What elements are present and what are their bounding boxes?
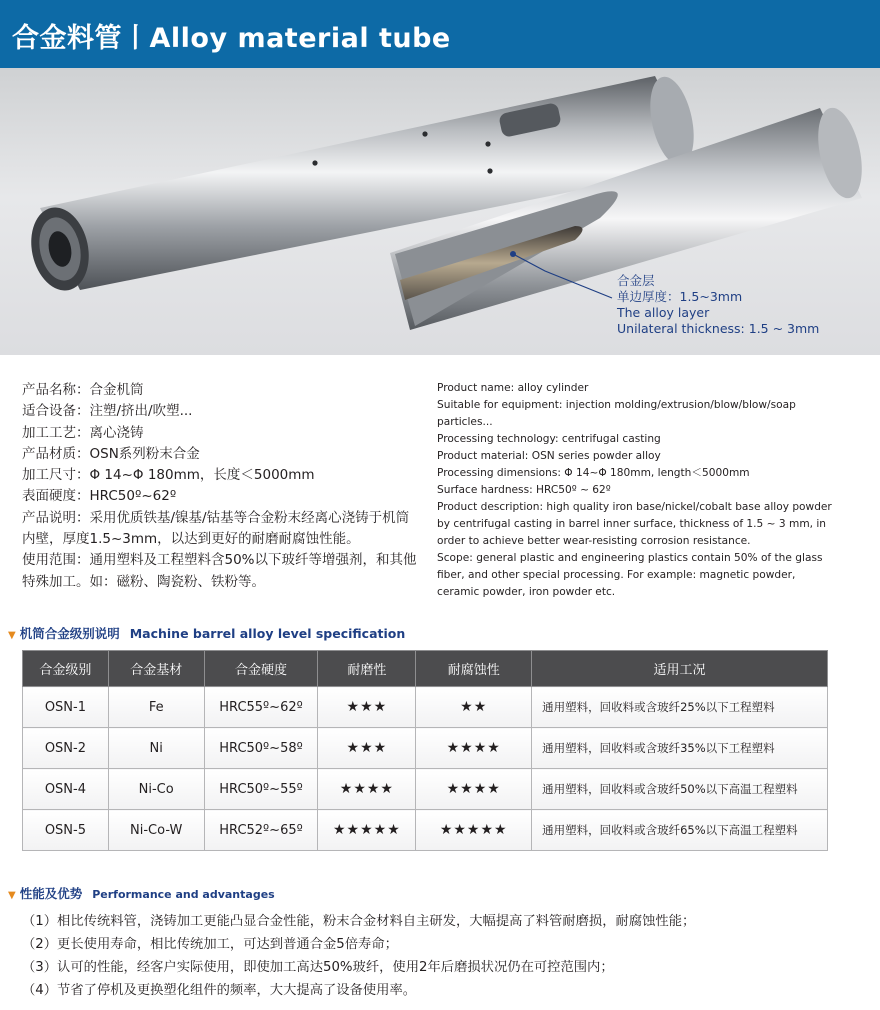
header-alloy-base: 合金基材 [108,651,204,687]
cell-corrosion-rating: ★★★★ [416,728,532,769]
cell-base: Ni-Co [108,769,204,810]
cell-wear-rating: ★★★ [318,728,416,769]
alloy-layer-en: The alloy layer [617,305,710,320]
cell-corrosion-rating: ★★ [416,687,532,728]
header-corrosion-resistance: 耐腐蚀性 [416,651,532,687]
triangle-bullet-icon: ▼ [8,890,16,901]
cell-base: Ni [108,728,204,769]
product-specs-chinese [22,380,422,593]
list-item: （2）更长使用寿命，相比传统加工，可达到普通合金5倍寿命； [22,937,398,952]
spec-line: 表面硬度：HRC50º~62º [22,488,177,505]
cell-application: 通用塑料，回收料或含玻纤25%以下工程塑料 [532,687,828,728]
cell-hardness: HRC55º~62º [204,687,318,728]
alloy-layer-note [617,273,819,337]
spec-line: 加工尺寸：Φ 14~Φ 180mm，长度＜5000mm [22,467,315,484]
thickness-cn: 单边厚度：1.5~3mm [617,289,743,304]
cell-corrosion-rating: ★★★★ [416,769,532,810]
list-item: （1）相比传统料管，浇铸加工更能凸显合金性能，粉末合金材料自主研发，大幅提高了料管耐磨损，耐腐蚀性能； [22,914,696,929]
product-specs-english [437,380,837,601]
cell-hardness: HRC52º~65º [204,810,318,851]
spec-scope: Scope: general plastic and engineering plastics contain 50% of the glass fiber, and other special processing. For example: magnetic powder, ceramic powder, iron powder etc. [437,552,823,598]
spec-description: 产品说明：采用优质铁基/镍基/钴基等合金粉末经离心浇铸于机筒内壁，厚度1.5~3mm，以达到更好的耐磨耐腐蚀性能。 [22,509,410,548]
spec-line: Processing dimensions: Φ 14~Φ 180mm, length＜5000mm [437,467,750,479]
section-heading-alloy-levels [8,624,405,642]
page-title: 合金料管丨Alloy material tube [12,23,451,54]
cell-application: 通用塑料，回收料或含玻纤65%以下高温工程塑料 [532,810,828,851]
spec-description: Product description: high quality iron base/nickel/cobalt base alloy powder by centrifugal casting in barrel inner surface, thickness of 1.5 ~ 3 mm, in order to achieve better wear-resisting corrosion resistance. [437,501,832,547]
table-row [23,810,828,851]
spec-line: Surface hardness: HRC50º ~ 62º [437,484,611,496]
spec-line: 产品材质：OSN系列粉末合金 [22,445,200,462]
alloy-layer-cn: 合金层 [617,273,655,288]
section-title-en: Machine barrel alloy level specification [129,626,406,641]
spec-line: 产品名称：合金机筒 [22,382,144,398]
table-row [23,769,828,810]
spec-line: Suitable for equipment: injection molding/extrusion/blow/blow/soap particles... [437,399,796,428]
alloy-level-table [22,650,828,851]
cell-grade: OSN-5 [23,810,109,851]
cell-wear-rating: ★★★ [318,687,416,728]
cell-base: Fe [108,687,204,728]
cell-hardness: HRC50º~55º [204,769,318,810]
cell-wear-rating: ★★★★ [318,769,416,810]
triangle-bullet-icon: ▼ [8,630,16,641]
header-application: 适用工况 [532,651,828,687]
section-title-cn: 性能及优势 [19,886,83,901]
list-item: （3）认可的性能，经客户实际使用，即使加工高达50%玻纤，使用2年后磨损状况仍在可控范围内； [22,960,614,975]
header-alloy-grade: 合金级别 [23,651,109,687]
cell-grade: OSN-4 [23,769,109,810]
header-wear-resistance: 耐磨性 [318,651,416,687]
spec-line: 适合设备：注塑/挤出/吹塑... [22,403,193,420]
cell-grade: OSN-1 [23,687,109,728]
table-row [23,687,828,728]
thickness-en: Unilateral thickness: 1.5 ~ 3mm [617,321,820,336]
section-title-en: Performance and advantages [92,888,275,901]
cell-grade: OSN-2 [23,728,109,769]
spec-line: 加工工艺：离心浇铸 [22,424,144,441]
cell-hardness: HRC50º~58º [204,728,318,769]
cell-wear-rating: ★★★★★ [318,810,416,851]
advantages-list [22,910,862,1002]
cell-base: Ni-Co-W [108,810,204,851]
header-alloy-hardness: 合金硬度 [204,651,318,687]
product-photo [0,68,880,355]
list-item: （4）节省了停机及更换塑化组件的频率，大大提高了设备使用率。 [22,983,417,998]
table-row [23,728,828,769]
spec-line: Product name: alloy cylinder [437,382,589,394]
table-header-row [23,651,828,687]
spec-line: Product material: OSN series powder alloy [437,450,661,462]
cell-corrosion-rating: ★★★★★ [416,810,532,851]
section-title-cn: 机筒合金级别说明 [19,626,120,641]
spec-scope: 使用范围：通用塑料及工程塑料含50%以下玻纤等增强剂，和其他特殊加工。如：磁粉、陶瓷粉、铁粉等。 [22,552,417,590]
cell-application: 通用塑料，回收料或含玻纤35%以下工程塑料 [532,728,828,769]
spec-line: Processing technology: centrifugal casting [437,433,661,445]
header-banner [0,0,880,68]
section-heading-performance [8,884,275,902]
cell-application: 通用塑料，回收料或含玻纤50%以下高温工程塑料 [532,769,828,810]
